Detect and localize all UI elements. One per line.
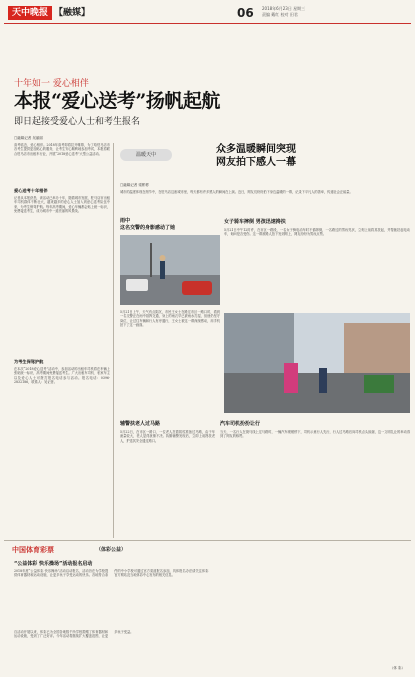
lead-headline[interactable]: 本报“爱心送考”扬帆起航 bbox=[14, 90, 220, 112]
lead-body-2: 记者从本报获悉，该活动已举办十年，随着城市发展，驻马店市出租车司机群体不断壮大，越来越多的爱心人士加入到爱心送考队伍中来，为考生保驾护航。每年高考期间，爱心车辆都会贴上统一标识，免费接送考生，成为城市中一道亮丽的风景线。 bbox=[14, 196, 110, 214]
feature-headline-2: 网友拍下感人一幕 bbox=[216, 157, 296, 168]
newspaper-logo[interactable]: 天中晚报 bbox=[8, 6, 52, 20]
ad-header bbox=[4, 543, 411, 557]
lead-body-3: 在本次“2018爱心送考”活动中，参加活动的出租车司机将在车辆上张贴统一标识，高考期间免费接送考生。广大出租车司机、私家车主以及爱心人士可拨打报名电话参与活动。报名电话：0396-2832186，联系人：吴记者。 bbox=[14, 367, 110, 385]
lead-subtitle-1: 爱心送考十年相伴 bbox=[14, 188, 48, 193]
feature-byline: □融媒记者 梁彬彬 bbox=[120, 183, 149, 187]
story-1-photo[interactable] bbox=[120, 235, 220, 305]
ad-divider bbox=[4, 540, 411, 541]
lottery-logo[interactable]: 中国体育彩票 bbox=[12, 546, 54, 554]
ad-body: 2018年度“公益体彩 快乐操场”活动启动报名，活动旨在为学校提供体育器材和运动设施，让更多孩子享受运动的快乐。各地符合条件的中小学校可通过官方渠道报名参加，具体报名办法请关注体彩官方网站及当地体彩中心发布的相关信息。 bbox=[14, 569, 209, 578]
feature-headline-1: 众多温暖瞬间突现 bbox=[216, 144, 296, 155]
story-2-title[interactable]: 女子骑车摔倒 男孩迅速搀扶 bbox=[224, 219, 286, 225]
story-1-caption-1: 雨中 bbox=[120, 218, 131, 224]
lead-subtitle-2: 为考生保驾护航 bbox=[14, 359, 44, 364]
story-1-body: 5月21日上午，天气有点阴沉，市民王女士在路过市区一路口时，看到一名交警正在雨中指挥交通，身上的雨衣早已被雨水打湿，但他仍坚守岗位，让过往车辆和行人有序通行，王女士被这一幕深深感动，用手机拍下了这一画面。 bbox=[120, 310, 220, 328]
lead-byline: □融媒记者 吴丽丽 bbox=[14, 136, 43, 140]
feature-headline[interactable] bbox=[216, 143, 296, 169]
section-label: 【融媒】 bbox=[54, 8, 91, 18]
date-line-1: 2018年6月23日 星期三 bbox=[262, 6, 306, 11]
story-1-caption[interactable] bbox=[120, 218, 210, 232]
lead-subhead: 即日起接受爱心人士和考生报名 bbox=[14, 117, 141, 127]
story-4-title[interactable]: 汽车司机扮扮让行 bbox=[220, 421, 261, 427]
feature-band bbox=[118, 143, 411, 205]
lead-body-1: 高考临近，爱心相伴。2018年高考即将拉开帷幕，为了给驻马店市各考生提供更加贴心的服务，让考生安心顺利地参加考试，本报将联合驻马店市出租车行业，开展“2018爱心送考”大型公益活动。 bbox=[14, 143, 110, 156]
story-3-title[interactable]: 辅警扶老人过马路 bbox=[120, 421, 161, 427]
story-2-photo[interactable] bbox=[224, 313, 410, 413]
story-2-body: 5月21日中午12时许，在市区一路段，一名女子骑电动车时不慎摔倒，一名路过的男孩见状，立刻上前将其扶起，并帮她扶起电动车，询问是否受伤。这一幕被路人拍下发到网上，网友纷纷为男孩点赞。 bbox=[224, 228, 410, 237]
masthead bbox=[4, 2, 411, 24]
date-line-2: 责编 戴红 校对 田君 bbox=[262, 12, 298, 17]
ad-body-2: 自活动开展以来，体彩已为全国各地数千所学校捐赠了体育器材和运动设施，受到了广泛好评。今年活动将继续扩大覆盖范围，让更多孩子受益。 bbox=[14, 630, 134, 639]
ad-credit: （体 彩） bbox=[389, 666, 405, 670]
column-divider bbox=[113, 143, 114, 538]
story-1-caption-2: 这名交警的身影感动了她 bbox=[120, 225, 176, 231]
date-line bbox=[262, 6, 305, 18]
lead-kicker: 十年如一 爱心相伴 bbox=[14, 79, 89, 89]
feature-band-title: 温暖天中 bbox=[120, 149, 172, 161]
street-photo-image bbox=[224, 313, 410, 413]
lead-article bbox=[14, 143, 110, 517]
story-3-body: 5月22日，在市区一路口，一位老人拄着拐杖准备过马路，由于车流量较大，老人显得犹豫不决。执勤辅警发现后，立即上前搀扶老人，护送其安全通过路口。 bbox=[120, 430, 215, 443]
feature-intro: 城市的温度体现在细节中，在驻马店这座城市里，每天都有许多感人的瞬间在上演。近日，网友们纷纷拍下身边温暖的一幕，记录下平凡人的善举，传递社会正能量。 bbox=[120, 190, 353, 194]
page-number: 06 bbox=[237, 6, 254, 20]
lottery-tag: （体彩公益） bbox=[96, 547, 127, 553]
traffic-photo-image bbox=[120, 235, 220, 305]
ad-headline[interactable]: “公益体彩 快乐操场”活动报名启动 bbox=[14, 561, 93, 567]
story-4-body: 当天，一名行人在斑马线上过马路时，一辆汽车缓缓停下，司机示意行人先行，行人过马路后向司机点头致谢，这一文明礼让的举动得到了网友的称赞。 bbox=[220, 430, 410, 439]
